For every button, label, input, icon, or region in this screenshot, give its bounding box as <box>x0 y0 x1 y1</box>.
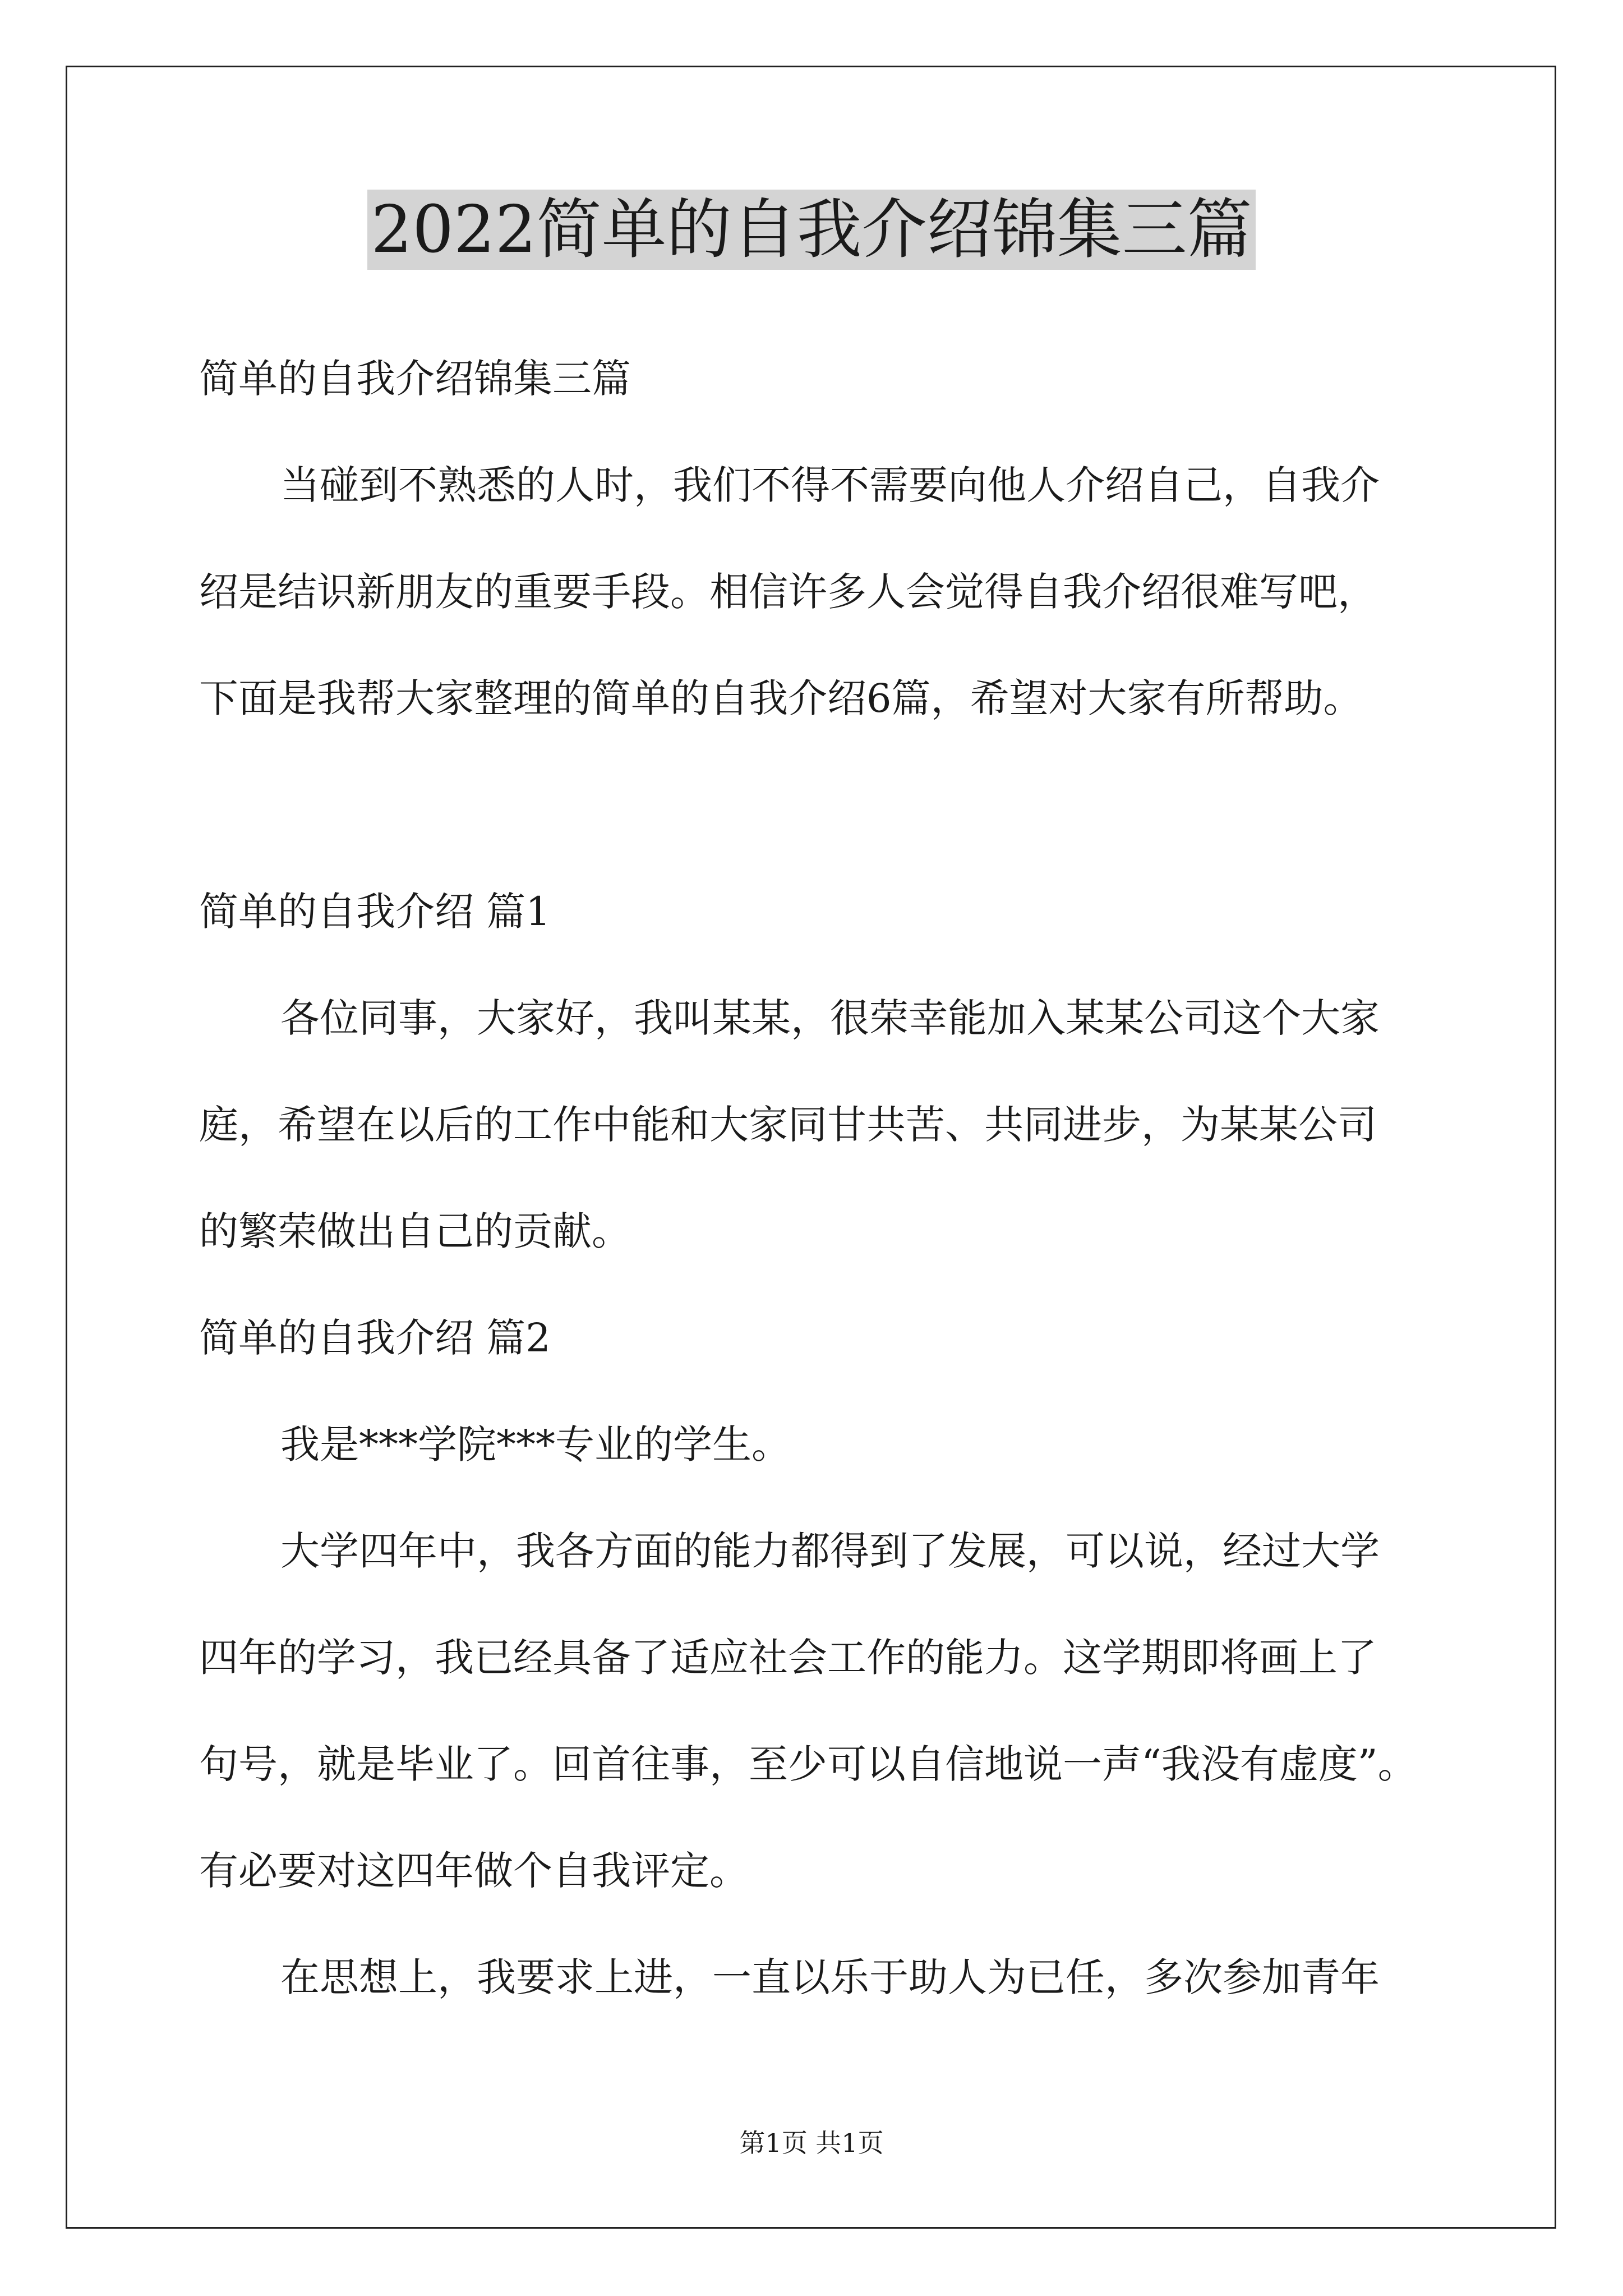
paragraph-line: 大学四年中，我各方面的能力都得到了发展，可以说，经过大学 <box>280 1528 1380 1574</box>
paragraph-line: 四年的学习，我已经具备了适应社会工作的能力。这学期即将画上了 <box>199 1635 1377 1681</box>
paragraph-line: 有必要对这四年做个自我评定。 <box>199 1848 749 1894</box>
document-title <box>0 185 1623 275</box>
paragraph-line: 的繁荣做出自己的贡献。 <box>199 1208 631 1254</box>
section-heading-1: 简单的自我介绍 篇1 <box>199 889 551 935</box>
paragraph-line: 我是***学院***专业的学生。 <box>280 1421 791 1467</box>
document-title-text: 2022简单的自我介绍锦集三篇 <box>367 190 1255 270</box>
paragraph-line: 各位同事，大家好，我叫某某，很荣幸能加入某某公司这个大家 <box>280 995 1380 1041</box>
paragraph-line: 下面是我帮大家整理的简单的自我介绍6篇，希望对大家有所帮助。 <box>199 675 1363 721</box>
paragraph-line: 句号，就是毕业了。回首往事，至少可以自信地说一声“我没有虚度”。 <box>199 1741 1417 1787</box>
paragraph-line: 庭，希望在以后的工作中能和大家同甘共苦、共同进步，为某某公司 <box>199 1102 1377 1148</box>
page-footer: 第1页 共1页 <box>739 2128 884 2158</box>
paragraph-line: 在思想上，我要求上进，一直以乐于助人为已任，多次参加青年 <box>280 1954 1380 2000</box>
paragraph-line: 当碰到不熟悉的人时，我们不得不需要向他人介绍自己，自我介 <box>280 462 1380 508</box>
section-heading-2: 简单的自我介绍 篇2 <box>199 1315 551 1361</box>
paragraph-line: 绍是结识新朋友的重要手段。相信许多人会觉得自我介绍很难写吧， <box>199 569 1377 615</box>
subtitle-line: 简单的自我介绍锦集三篇 <box>199 356 631 402</box>
